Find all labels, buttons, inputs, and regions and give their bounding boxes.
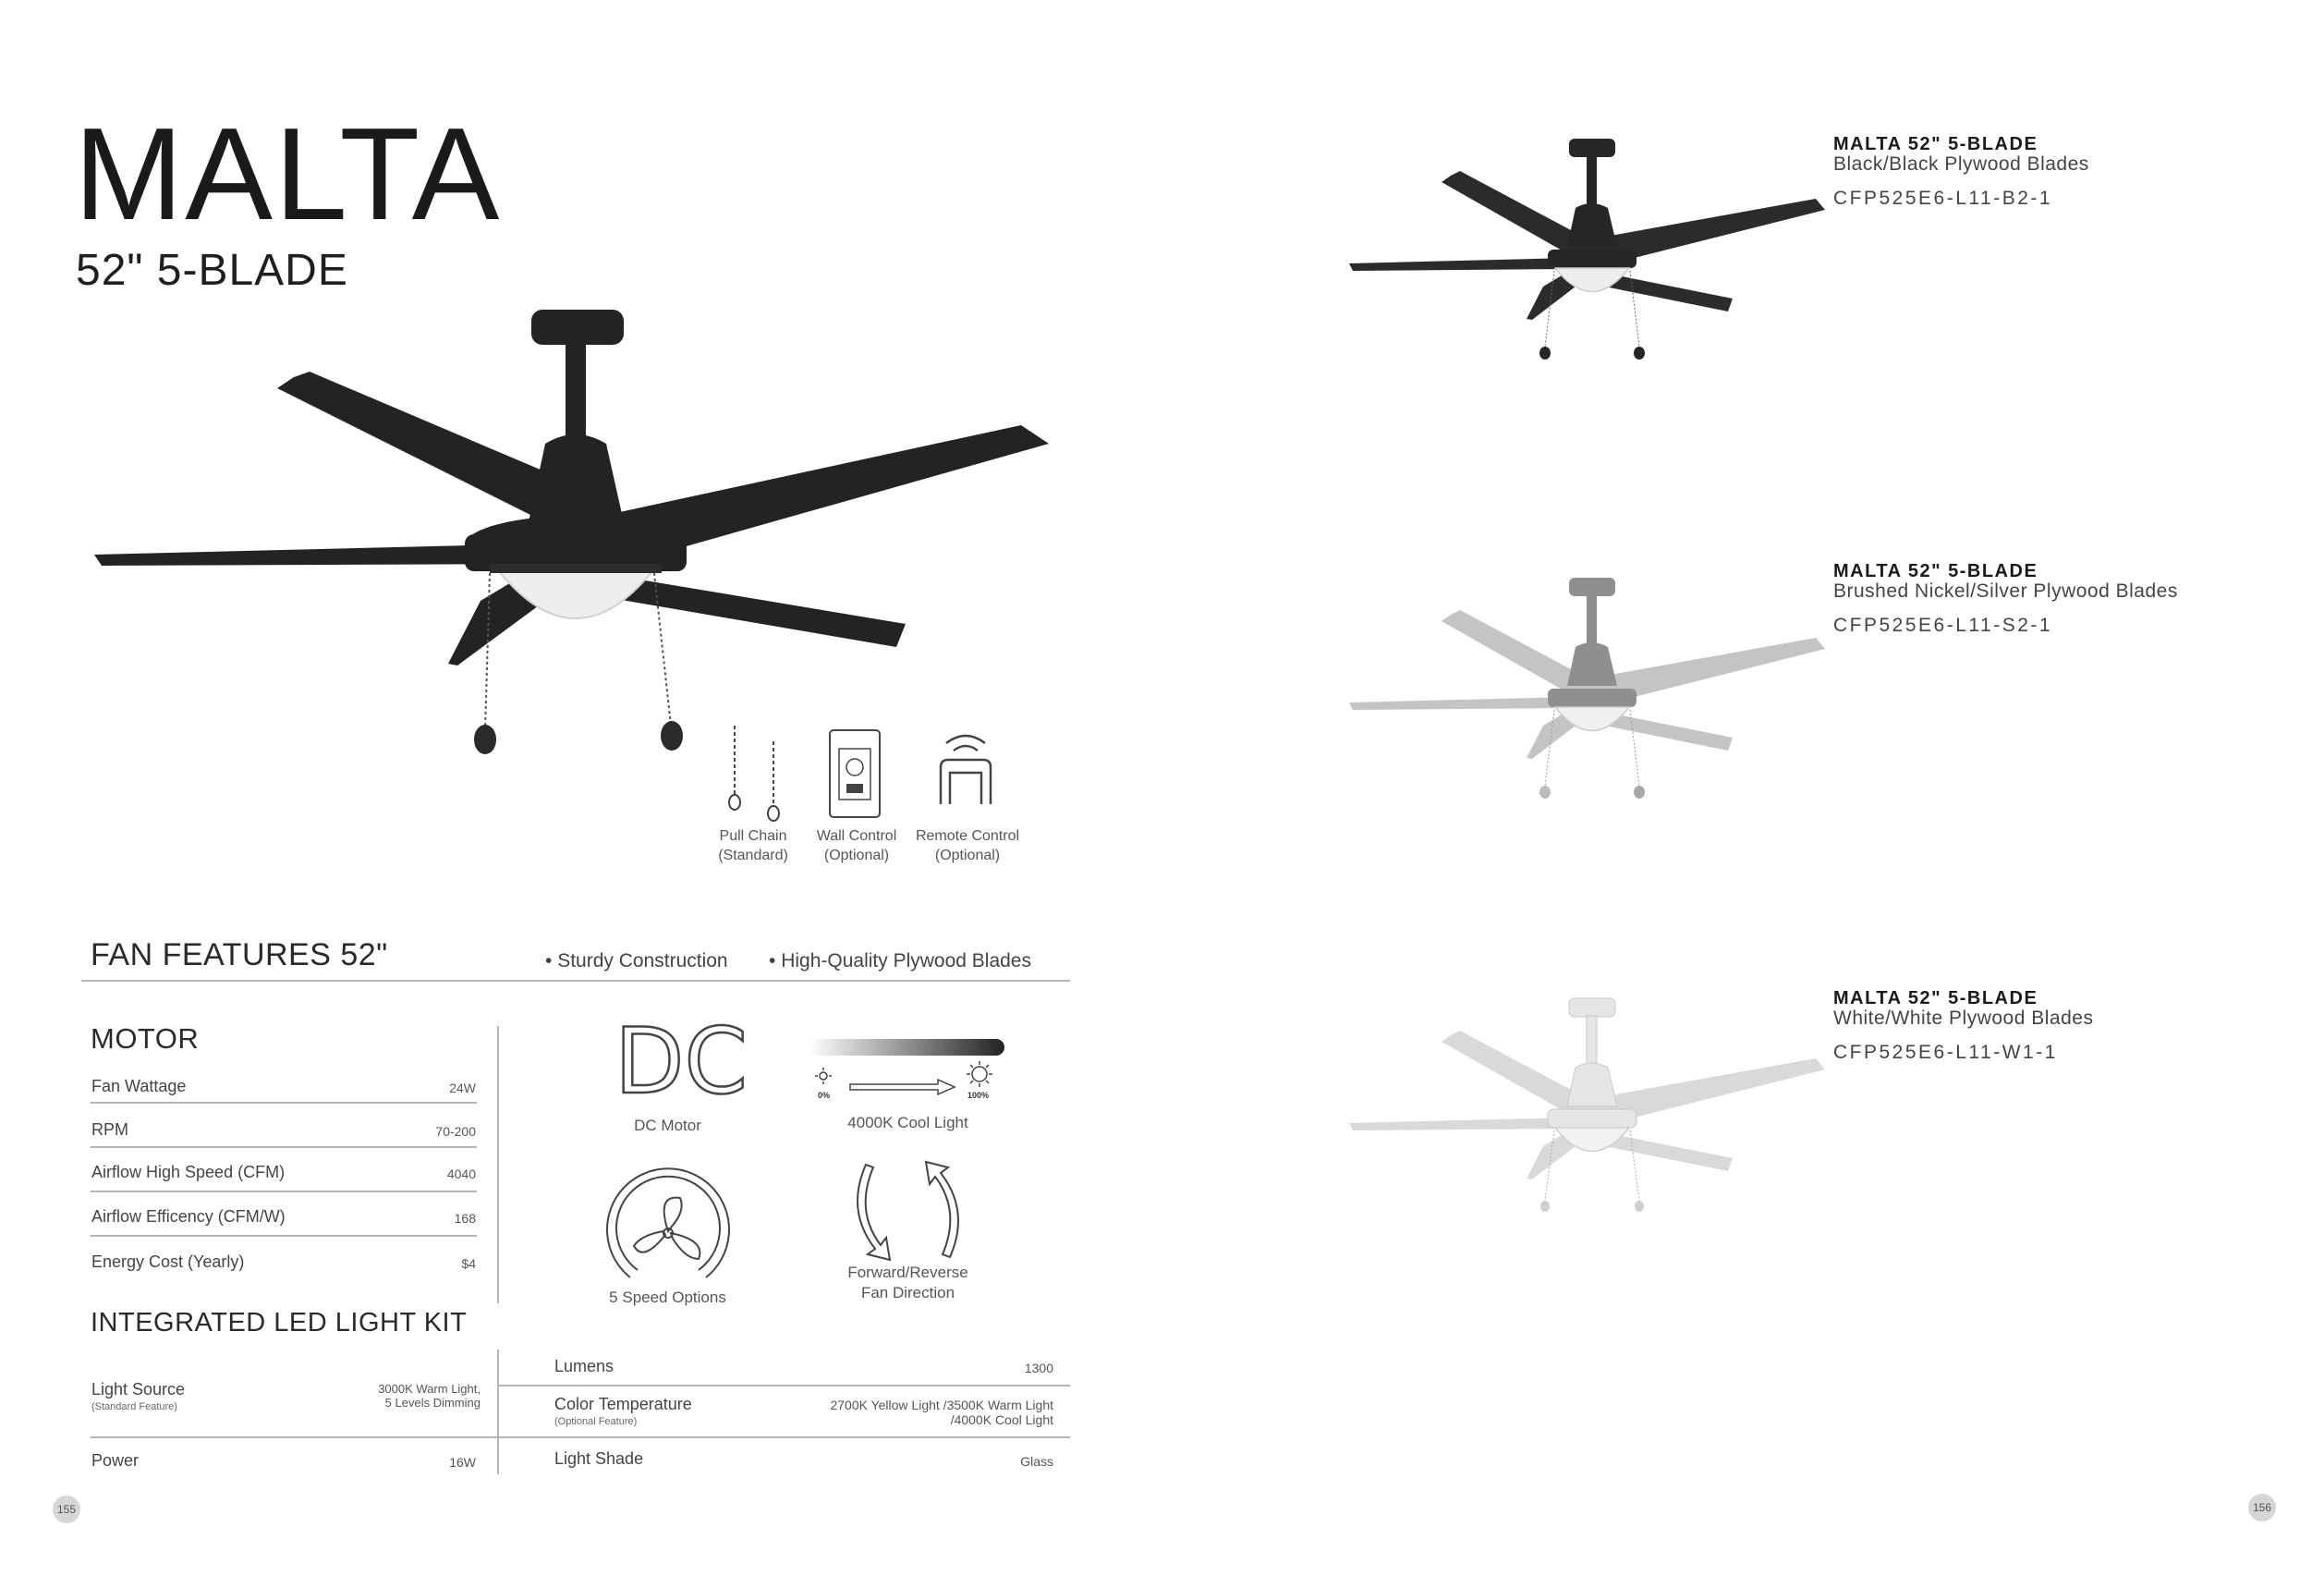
feature-bullet-text: Sturdy Construction	[557, 950, 728, 971]
feature-bullet: • Sturdy Construction	[545, 950, 728, 971]
spec-label: Lumens	[554, 1357, 614, 1375]
dc-motor-icon	[614, 1009, 748, 1115]
pull-chain-label	[702, 827, 804, 866]
spec-value: 4040	[446, 1167, 476, 1181]
spec-value: 168	[454, 1211, 476, 1226]
page-number-left: 155	[53, 1496, 80, 1523]
dim-min-label: 0%	[818, 1091, 831, 1100]
spec-value: Glass	[1020, 1454, 1053, 1469]
variant-sku: CFP525E6-L11-W1-1	[1833, 1042, 2058, 1063]
spec-label: Fan Wattage	[91, 1077, 187, 1095]
main-fan-image	[92, 296, 1063, 767]
wall-control-icon	[828, 728, 883, 821]
feature-bullet-text: High-Quality Plywood Blades	[781, 950, 1031, 971]
spec-value-line1: 3000K Warm Light,	[378, 1382, 481, 1396]
pull-chain-label-line1: Pull Chain	[719, 828, 787, 844]
variant-name: MALTA 52" 5-BLADE	[1833, 561, 2038, 581]
remote-control-label	[907, 827, 1028, 866]
spec-label: Color Temperature	[554, 1395, 692, 1413]
divider	[497, 1026, 499, 1303]
variant-name: MALTA 52" 5-BLADE	[1833, 134, 2038, 154]
spec-label: RPM	[91, 1120, 128, 1139]
reverse-label-line2: Fan Direction	[860, 1284, 955, 1302]
divider	[91, 1146, 477, 1148]
spec-value-line2: 5 Levels Dimming	[384, 1396, 481, 1410]
variant-sku: CFP525E6-L11-B2-1	[1833, 188, 2053, 209]
variant-desc: Black/Black Plywood Blades	[1833, 153, 2089, 175]
spec-value	[776, 1398, 1053, 1427]
spec-label: Airflow High Speed (CFM)	[91, 1163, 286, 1181]
product-title: MALTA	[74, 101, 502, 248]
reverse-direction-icon	[855, 1160, 961, 1262]
divider	[91, 1436, 497, 1438]
dim-max-label: 100%	[967, 1091, 990, 1100]
spec-value	[305, 1382, 481, 1410]
spec-label: Light Source	[91, 1380, 186, 1399]
spec-label: Power	[91, 1451, 140, 1470]
spec-label: Airflow Efficency (CFM/W)	[91, 1207, 286, 1226]
reverse-label-line1: Forward/Reverse	[847, 1264, 968, 1281]
divider	[499, 1385, 1070, 1386]
speed-label: 5 Speed Options	[609, 1289, 726, 1306]
divider	[91, 1102, 477, 1104]
wall-control-label-line2: (Optional)	[823, 847, 890, 863]
divider	[499, 1436, 1070, 1438]
divider	[81, 980, 1070, 982]
variant-name: MALTA 52" 5-BLADE	[1833, 988, 2038, 1008]
spec-note: (Optional Feature)	[554, 1416, 638, 1427]
page-number-right: 156	[2248, 1494, 2276, 1521]
spec-value: 1300	[1024, 1361, 1053, 1375]
variant-desc: Brushed Nickel/Silver Plywood Blades	[1833, 580, 2178, 602]
spec-value-line1: 2700K Yellow Light /3500K Warm Light	[830, 1398, 1053, 1412]
spec-value-line2: /4000K Cool Light	[950, 1412, 1053, 1427]
variant-sku: CFP525E6-L11-S2-1	[1833, 615, 2053, 636]
spec-label: Energy Cost (Yearly)	[91, 1252, 245, 1271]
spec-value: 70-200	[435, 1124, 476, 1139]
pull-chain-label-line2: (Standard)	[718, 847, 788, 863]
reverse-label	[827, 1263, 989, 1303]
wall-control-label	[806, 827, 907, 866]
light-label: 4000K Cool Light	[847, 1114, 968, 1131]
remote-control-icon	[933, 730, 998, 813]
spec-note: (Standard Feature)	[91, 1401, 177, 1412]
feature-bullet: • High-Quality Plywood Blades	[769, 950, 1031, 971]
spec-label: Light Shade	[554, 1449, 644, 1468]
spec-value: 24W	[449, 1081, 476, 1095]
variant-fan-image	[1349, 994, 1830, 1225]
divider	[497, 1350, 499, 1474]
remote-control-label-line2: (Optional)	[934, 847, 1001, 863]
pull-chain-icon	[723, 721, 787, 823]
divider	[91, 1191, 477, 1192]
variant-fan-image	[1349, 134, 1830, 365]
features-header: FAN FEATURES 52"	[91, 937, 388, 972]
motor-heading: MOTOR	[91, 1022, 200, 1055]
spec-value: 16W	[449, 1455, 476, 1470]
dc-icon-text: DC	[614, 1009, 748, 1115]
variant-desc: White/White Plywood Blades	[1833, 1008, 2094, 1029]
dimming-icon	[809, 1037, 1007, 1111]
dc-motor-label: DC Motor	[634, 1117, 701, 1134]
spec-value: $4	[461, 1256, 476, 1271]
divider	[91, 1235, 477, 1237]
remote-control-label-line1: Remote Control	[915, 828, 1020, 844]
light-kit-heading: INTEGRATED LED LIGHT KIT	[91, 1308, 468, 1338]
speed-icon	[602, 1167, 734, 1287]
wall-control-label-line1: Wall Control	[816, 828, 897, 844]
variant-fan-image	[1349, 573, 1830, 804]
product-subtitle: 52" 5-BLADE	[76, 246, 348, 295]
